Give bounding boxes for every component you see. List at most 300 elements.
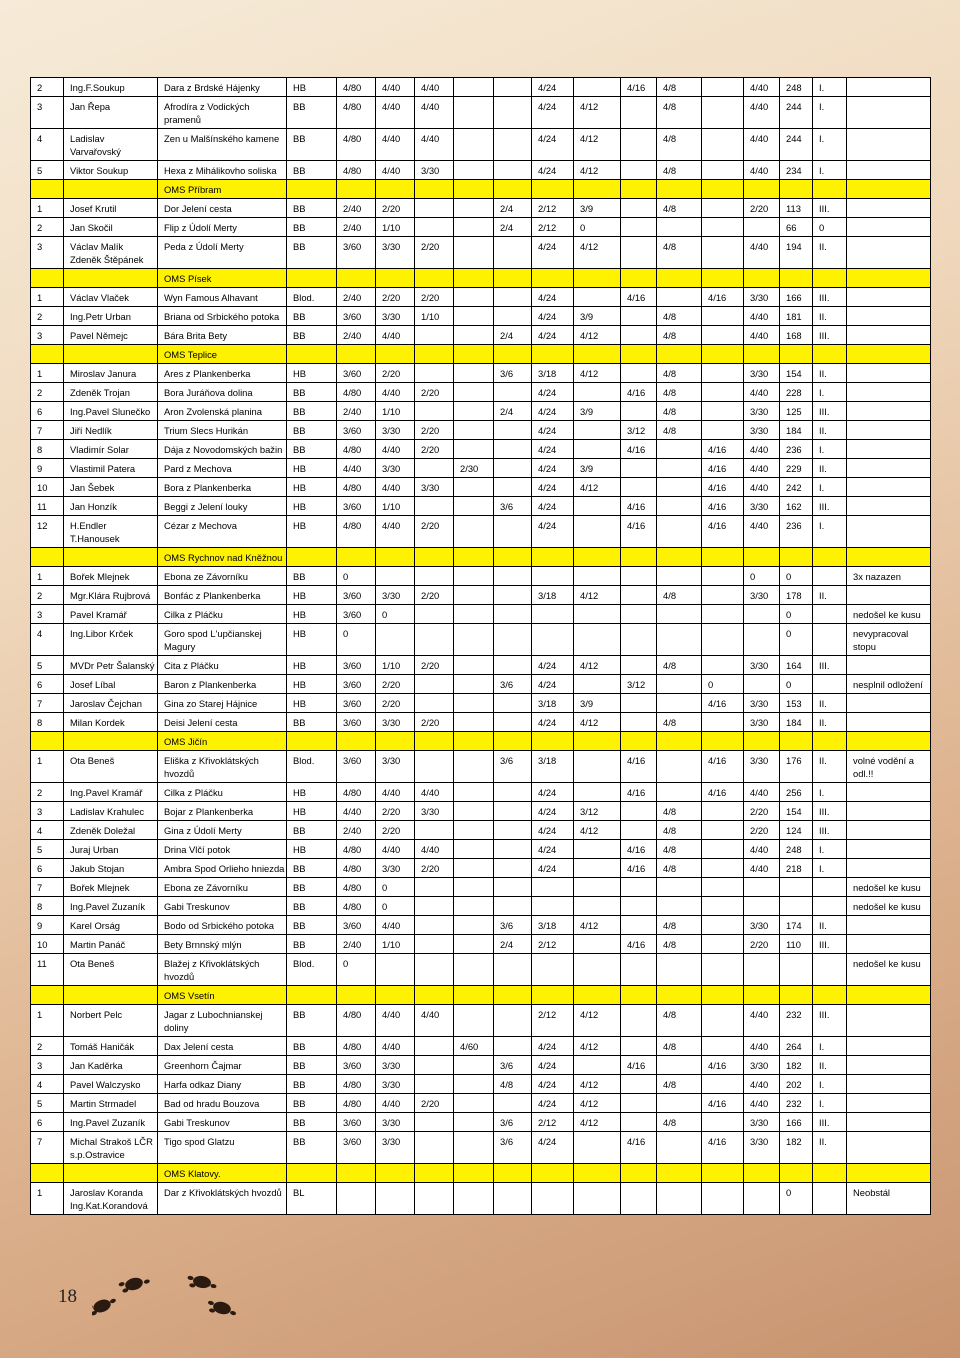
table-cell xyxy=(574,383,621,402)
table-cell: 2 xyxy=(31,383,64,402)
table-cell: 2/40 xyxy=(337,199,376,218)
table-cell: 4/40 xyxy=(376,1094,415,1113)
table-cell xyxy=(702,821,744,840)
table-cell: 4/24 xyxy=(532,402,574,421)
table-cell xyxy=(532,624,574,656)
table-cell: BB xyxy=(287,1056,337,1075)
table-cell: 4/24 xyxy=(532,1094,574,1113)
table-cell xyxy=(574,751,621,783)
table-cell xyxy=(494,1183,532,1215)
table-cell xyxy=(415,878,454,897)
table-cell xyxy=(702,605,744,624)
table-cell: 0 xyxy=(376,605,415,624)
table-cell: 4/8 xyxy=(494,1075,532,1094)
table-cell xyxy=(494,567,532,586)
table-cell xyxy=(657,878,702,897)
section-cell xyxy=(494,548,532,567)
table-row xyxy=(31,1183,931,1215)
table-cell: 3/60 xyxy=(337,656,376,675)
section-name: OMS Písek xyxy=(158,269,287,288)
table-cell: Gina z Údolí Merty xyxy=(158,821,287,840)
table-cell xyxy=(621,364,657,383)
table-cell: BB xyxy=(287,878,337,897)
table-cell xyxy=(621,161,657,180)
table-cell: 1 xyxy=(31,1183,64,1215)
section-cell xyxy=(657,732,702,751)
table-row xyxy=(31,78,931,97)
table-cell xyxy=(621,326,657,345)
table-cell: BB xyxy=(287,421,337,440)
table-cell: III. xyxy=(813,1005,847,1037)
table-cell xyxy=(454,1113,494,1132)
table-cell: 4/40 xyxy=(744,840,780,859)
table-cell: I. xyxy=(813,1075,847,1094)
table-row xyxy=(31,383,931,402)
table-cell: nedošel ke kusu xyxy=(847,954,931,986)
table-cell: 3/30 xyxy=(744,1056,780,1075)
table-cell: Zen u Malšínského kamene xyxy=(158,129,287,161)
table-cell: II. xyxy=(813,586,847,605)
table-cell: 4/16 xyxy=(702,478,744,497)
table-cell: HB xyxy=(287,478,337,497)
table-cell xyxy=(847,859,931,878)
table-cell: 256 xyxy=(780,783,813,802)
table-cell xyxy=(532,897,574,916)
table-cell: 218 xyxy=(780,859,813,878)
table-cell: I. xyxy=(813,383,847,402)
section-cell xyxy=(376,548,415,567)
table-cell: 4/8 xyxy=(657,1075,702,1094)
table-cell: 4/40 xyxy=(376,161,415,180)
table-cell: 4/24 xyxy=(532,675,574,694)
table-cell: 4/80 xyxy=(337,97,376,129)
table-cell xyxy=(621,307,657,326)
table-cell: II. xyxy=(813,751,847,783)
table-cell xyxy=(657,1056,702,1075)
table-cell: III. xyxy=(813,402,847,421)
table-row xyxy=(31,878,931,897)
table-row xyxy=(31,586,931,605)
table-cell: 3/60 xyxy=(337,364,376,383)
section-cell xyxy=(574,986,621,1005)
table-cell: Josef Líbal xyxy=(64,675,158,694)
table-cell: Viktor Soukup xyxy=(64,161,158,180)
table-cell xyxy=(657,605,702,624)
table-cell xyxy=(532,567,574,586)
table-cell: 4/80 xyxy=(337,440,376,459)
table-cell: 3/30 xyxy=(744,1132,780,1164)
table-cell: 0 xyxy=(813,218,847,237)
table-cell xyxy=(494,237,532,269)
section-cell xyxy=(532,345,574,364)
table-cell: II. xyxy=(813,1056,847,1075)
table-cell: 4/40 xyxy=(744,1075,780,1094)
section-cell xyxy=(847,1164,931,1183)
table-cell xyxy=(494,1037,532,1056)
table-cell: 4/80 xyxy=(337,1075,376,1094)
table-cell xyxy=(847,199,931,218)
table-cell: 3/30 xyxy=(744,656,780,675)
table-cell: HB xyxy=(287,783,337,802)
table-cell xyxy=(454,237,494,269)
table-cell xyxy=(621,567,657,586)
table-cell xyxy=(657,478,702,497)
table-cell xyxy=(494,954,532,986)
table-cell: 4/80 xyxy=(337,129,376,161)
table-cell xyxy=(847,802,931,821)
table-cell: 0 xyxy=(376,897,415,916)
section-cell xyxy=(337,732,376,751)
table-cell: 3/30 xyxy=(376,459,415,478)
table-cell: 3/30 xyxy=(376,307,415,326)
table-cell: Dar z Křivoklátských hvozdů xyxy=(158,1183,287,1215)
table-cell: Pavel Kramář xyxy=(64,605,158,624)
table-cell: 3/30 xyxy=(376,1075,415,1094)
table-cell xyxy=(494,307,532,326)
table-cell xyxy=(657,1183,702,1215)
table-cell: I. xyxy=(813,78,847,97)
table-cell xyxy=(702,567,744,586)
table-cell: BB xyxy=(287,199,337,218)
table-cell: 4/40 xyxy=(376,516,415,548)
table-cell: 4/16 xyxy=(621,1132,657,1164)
table-cell xyxy=(702,859,744,878)
section-cell xyxy=(454,269,494,288)
table-cell: 2/20 xyxy=(376,802,415,821)
table-cell: 3/30 xyxy=(415,478,454,497)
table-cell: 3/30 xyxy=(376,421,415,440)
table-cell: 3 xyxy=(31,802,64,821)
table-cell xyxy=(702,916,744,935)
table-cell: 3/60 xyxy=(337,1056,376,1075)
table-cell: 2/20 xyxy=(415,859,454,878)
table-cell: Václav Malík Zdeněk Štěpánek xyxy=(64,237,158,269)
table-cell: 4/8 xyxy=(657,383,702,402)
table-cell: 4/12 xyxy=(574,713,621,732)
table-row xyxy=(31,237,931,269)
table-cell: volné vodění a odl.!! xyxy=(847,751,931,783)
table-cell xyxy=(494,516,532,548)
table-cell xyxy=(847,129,931,161)
section-cell xyxy=(574,345,621,364)
table-cell: 1/10 xyxy=(376,497,415,516)
table-cell: 232 xyxy=(780,1094,813,1113)
table-cell xyxy=(494,129,532,161)
table-cell: Zdeněk Doležal xyxy=(64,821,158,840)
table-cell: 4/24 xyxy=(532,326,574,345)
table-cell: 2/40 xyxy=(337,821,376,840)
table-cell: 4/40 xyxy=(415,783,454,802)
table-cell xyxy=(454,821,494,840)
section-cell xyxy=(702,732,744,751)
table-cell: Beggi z Jelení louky xyxy=(158,497,287,516)
table-cell xyxy=(454,218,494,237)
table-cell: Bojar z Plankenberka xyxy=(158,802,287,821)
table-cell: 2/20 xyxy=(744,802,780,821)
table-cell: 3/30 xyxy=(744,586,780,605)
table-cell xyxy=(744,878,780,897)
table-cell: 4/16 xyxy=(702,459,744,478)
table-cell: Norbert Pelc xyxy=(64,1005,158,1037)
table-cell xyxy=(621,218,657,237)
table-cell: Bonfác z Plankenberka xyxy=(158,586,287,605)
table-cell xyxy=(454,567,494,586)
table-cell: 3/9 xyxy=(574,459,621,478)
table-cell: 3 xyxy=(31,326,64,345)
table-cell: 4/24 xyxy=(532,459,574,478)
table-cell: 4/16 xyxy=(702,1094,744,1113)
table-cell xyxy=(847,288,931,307)
table-cell: 4/16 xyxy=(702,288,744,307)
table-cell xyxy=(454,897,494,916)
table-cell xyxy=(454,1075,494,1094)
table-cell: 4/40 xyxy=(744,1094,780,1113)
table-cell: 154 xyxy=(780,802,813,821)
table-cell: Ladislav Varvařovský xyxy=(64,129,158,161)
table-row xyxy=(31,821,931,840)
table-cell: 4/40 xyxy=(337,459,376,478)
table-cell xyxy=(702,161,744,180)
table-cell: BB xyxy=(287,713,337,732)
section-cell xyxy=(702,180,744,199)
table-cell xyxy=(744,605,780,624)
table-cell xyxy=(847,97,931,129)
table-cell xyxy=(376,954,415,986)
table-cell: 4/8 xyxy=(657,713,702,732)
table-cell: 3/60 xyxy=(337,1113,376,1132)
table-cell: nedošel ke kusu xyxy=(847,878,931,897)
table-cell xyxy=(532,605,574,624)
table-cell xyxy=(657,783,702,802)
table-cell: Jan Skočil xyxy=(64,218,158,237)
table-cell: 5 xyxy=(31,656,64,675)
table-row xyxy=(31,802,931,821)
table-cell: 2/20 xyxy=(415,713,454,732)
table-cell xyxy=(621,237,657,269)
table-cell: 4/8 xyxy=(657,935,702,954)
page-number: 18 xyxy=(58,1286,77,1307)
table-cell xyxy=(847,783,931,802)
table-cell xyxy=(454,78,494,97)
section-cell xyxy=(415,986,454,1005)
table-cell: 4/40 xyxy=(376,916,415,935)
table-cell: Pavel Němejc xyxy=(64,326,158,345)
table-cell: 4 xyxy=(31,624,64,656)
section-cell xyxy=(532,1164,574,1183)
section-cell xyxy=(780,732,813,751)
table-cell xyxy=(454,751,494,783)
table-cell xyxy=(657,954,702,986)
table-cell xyxy=(376,1183,415,1215)
table-cell xyxy=(574,605,621,624)
section-cell xyxy=(532,548,574,567)
table-cell: 3/60 xyxy=(337,916,376,935)
table-cell xyxy=(621,459,657,478)
section-cell xyxy=(847,732,931,751)
table-cell: HB xyxy=(287,364,337,383)
table-cell: Jan Kaděrka xyxy=(64,1056,158,1075)
table-cell: 4/40 xyxy=(376,129,415,161)
table-cell: 4/40 xyxy=(376,326,415,345)
table-cell: III. xyxy=(813,935,847,954)
table-cell xyxy=(454,307,494,326)
table-cell: 4/16 xyxy=(621,288,657,307)
table-cell: 2 xyxy=(31,78,64,97)
table-row xyxy=(31,1132,931,1164)
table-cell xyxy=(494,713,532,732)
table-cell: 4/8 xyxy=(657,656,702,675)
table-cell xyxy=(702,218,744,237)
table-cell xyxy=(702,402,744,421)
table-cell: 4/12 xyxy=(574,129,621,161)
table-cell: 4/40 xyxy=(415,1005,454,1037)
table-cell: BB xyxy=(287,383,337,402)
table-cell: BB xyxy=(287,1075,337,1094)
table-row xyxy=(31,675,931,694)
table-cell: 174 xyxy=(780,916,813,935)
table-row xyxy=(31,1113,931,1132)
table-cell xyxy=(847,459,931,478)
table-cell xyxy=(702,897,744,916)
section-cell xyxy=(337,345,376,364)
table-cell: 4/40 xyxy=(744,237,780,269)
table-cell: 4/8 xyxy=(657,161,702,180)
table-cell xyxy=(574,675,621,694)
table-cell xyxy=(494,1005,532,1037)
table-cell: 0 xyxy=(337,567,376,586)
section-cell xyxy=(376,732,415,751)
table-cell xyxy=(657,288,702,307)
table-cell xyxy=(702,802,744,821)
table-cell xyxy=(702,656,744,675)
table-cell: 2/40 xyxy=(337,935,376,954)
table-cell: 164 xyxy=(780,656,813,675)
table-cell: 3/60 xyxy=(337,586,376,605)
table-cell: Martin Strmadel xyxy=(64,1094,158,1113)
table-cell: 4/24 xyxy=(532,129,574,161)
table-cell xyxy=(621,1075,657,1094)
table-cell xyxy=(415,751,454,783)
table-cell: 4/16 xyxy=(621,751,657,783)
table-cell: BB xyxy=(287,440,337,459)
table-row xyxy=(31,1094,931,1113)
table-cell xyxy=(847,1056,931,1075)
table-cell xyxy=(657,694,702,713)
table-cell: 4/80 xyxy=(337,516,376,548)
section-cell xyxy=(64,548,158,567)
table-cell: 4/40 xyxy=(376,783,415,802)
paw-prints-decoration xyxy=(92,1268,252,1328)
table-cell xyxy=(454,97,494,129)
table-cell xyxy=(657,459,702,478)
table-cell xyxy=(621,97,657,129)
table-cell: 2/20 xyxy=(376,364,415,383)
section-cell xyxy=(847,269,931,288)
table-cell xyxy=(494,802,532,821)
table-cell xyxy=(780,954,813,986)
table-cell: BB xyxy=(287,1132,337,1164)
table-cell xyxy=(454,859,494,878)
table-cell: 4/40 xyxy=(376,1005,415,1037)
table-cell: 2/12 xyxy=(532,1113,574,1132)
table-row xyxy=(31,402,931,421)
section-cell xyxy=(780,548,813,567)
table-cell: 4/24 xyxy=(532,1056,574,1075)
table-cell: 6 xyxy=(31,859,64,878)
table-cell: 4/12 xyxy=(574,1037,621,1056)
section-cell xyxy=(415,269,454,288)
table-cell: 3/30 xyxy=(415,802,454,821)
table-cell: Dara z Brdské Hájenky xyxy=(158,78,287,97)
table-cell: Bořek Mlejnek xyxy=(64,567,158,586)
table-cell: Briana od Srbického potoka xyxy=(158,307,287,326)
section-cell xyxy=(31,986,64,1005)
section-header-row xyxy=(31,732,931,751)
table-cell: 3/6 xyxy=(494,1132,532,1164)
table-cell: 4/40 xyxy=(744,78,780,97)
table-cell xyxy=(415,605,454,624)
table-cell: 4/24 xyxy=(532,713,574,732)
table-cell: 184 xyxy=(780,421,813,440)
table-cell: 4/40 xyxy=(744,459,780,478)
table-cell: 3/6 xyxy=(494,751,532,783)
table-cell xyxy=(847,1132,931,1164)
table-cell: 166 xyxy=(780,288,813,307)
table-cell: HB xyxy=(287,516,337,548)
table-cell: 4/24 xyxy=(532,802,574,821)
table-cell xyxy=(847,218,931,237)
table-cell: 4/40 xyxy=(376,97,415,129)
table-cell: Dor Jelení cesta xyxy=(158,199,287,218)
table-cell xyxy=(621,1005,657,1037)
table-cell: 4/24 xyxy=(532,859,574,878)
table-cell xyxy=(574,1183,621,1215)
section-name: OMS Vsetín xyxy=(158,986,287,1005)
table-cell: 5 xyxy=(31,840,64,859)
table-cell: 1 xyxy=(31,567,64,586)
table-cell xyxy=(847,1094,931,1113)
table-cell xyxy=(621,129,657,161)
table-cell: 2 xyxy=(31,1037,64,1056)
table-cell: II. xyxy=(813,364,847,383)
table-cell: 4/16 xyxy=(702,1056,744,1075)
table-cell: I. xyxy=(813,97,847,129)
table-cell: I. xyxy=(813,1094,847,1113)
table-cell: 4/12 xyxy=(574,1094,621,1113)
table-cell: HB xyxy=(287,459,337,478)
table-cell: 4/24 xyxy=(532,288,574,307)
table-cell xyxy=(454,1094,494,1113)
table-cell: 3/30 xyxy=(744,1113,780,1132)
table-cell: 4/8 xyxy=(657,840,702,859)
section-name: OMS Příbram xyxy=(158,180,287,199)
section-cell xyxy=(532,986,574,1005)
table-cell: Cita z Pláčku xyxy=(158,656,287,675)
table-cell xyxy=(415,567,454,586)
paw-print-icon xyxy=(206,1298,238,1318)
table-cell: 176 xyxy=(780,751,813,783)
section-cell xyxy=(621,548,657,567)
table-cell xyxy=(621,897,657,916)
table-cell: 4/12 xyxy=(574,1005,621,1037)
table-cell xyxy=(813,675,847,694)
table-cell xyxy=(415,916,454,935)
table-cell: 2/20 xyxy=(415,1094,454,1113)
table-cell: 2 xyxy=(31,586,64,605)
table-cell xyxy=(813,897,847,916)
table-cell: 4/40 xyxy=(744,129,780,161)
section-cell xyxy=(657,548,702,567)
